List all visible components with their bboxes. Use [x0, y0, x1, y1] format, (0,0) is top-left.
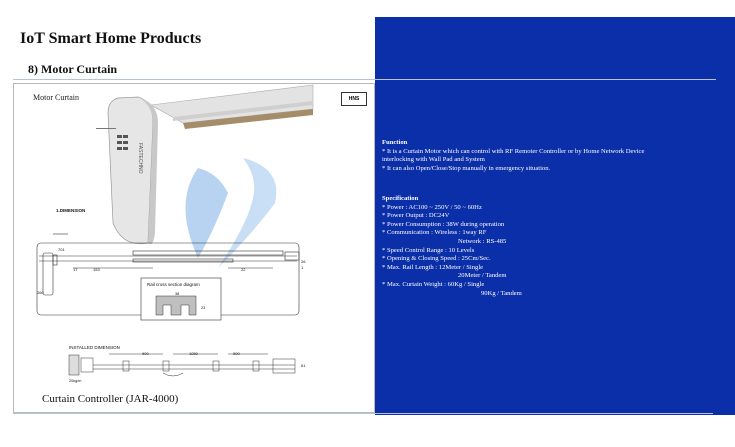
rail-title: Rail cross section diagram	[147, 282, 200, 287]
dim-26: 26	[301, 259, 306, 264]
spec-power-output: * Power Output : DC24V	[382, 212, 450, 220]
inst-900-a: 900	[142, 351, 149, 356]
brand-tag: HNS	[341, 92, 367, 106]
spec-rail-length-2: 20Meter / Tandem	[458, 272, 507, 280]
box-label: Motor Curtain	[33, 93, 79, 102]
function-line-1: * It is a Curtain Motor which can control with RF Remoter Controller or by Home Network Device	[382, 147, 645, 155]
spec-opening-speed: * Opening & Closing Speed : 25Cm/Sec.	[382, 255, 491, 263]
brand-label: FASTECHNO	[137, 143, 143, 174]
dim-701: 701	[58, 247, 65, 252]
specification-section	[382, 195, 712, 298]
wall-label: 20kg/m	[69, 379, 82, 383]
function-heading: Function	[382, 139, 408, 146]
dim-22: 22	[241, 267, 246, 272]
section1-label: 1.DIMENSION	[56, 208, 86, 213]
spec-power-consumption: * Power Consumption : 38W during operation	[382, 220, 505, 228]
blue-swoosh-logo	[186, 158, 277, 268]
inst-900-c: 900	[233, 351, 240, 356]
spec-curtain-weight: * Max. Curtain Weight : 60Kg / Single	[382, 280, 485, 288]
spec-heading: Specification	[382, 195, 419, 202]
curtain-motor	[96, 97, 158, 244]
divider-top	[13, 79, 716, 80]
section2-label: INSTALLED DIMENSION	[69, 345, 120, 350]
inst-61: 61	[301, 363, 306, 368]
spec-power: * Power : AC100 ~ 250V / 50 ~ 60Hz	[382, 203, 482, 211]
rail-width: 38	[175, 292, 180, 296]
product-drawing	[13, 83, 375, 413]
dim-1: 1	[301, 265, 304, 270]
rail-cross-section	[141, 278, 221, 320]
dim-260: 260	[37, 290, 44, 295]
installed-drawing	[69, 354, 295, 376]
spec-speed-control: * Speed Control Range : 10 Levels	[382, 246, 475, 254]
function-section	[382, 139, 712, 173]
spec-communication-2: Network : RS-485	[458, 237, 507, 245]
function-line-3: * It can also Open/Close/Stop manually in emergency situation.	[382, 164, 551, 172]
page-title: IoT Smart Home Products	[20, 30, 202, 47]
spec-rail-length: * Max. Rail Length : 12Meter / Single	[382, 263, 484, 271]
curtain-rail	[151, 85, 313, 129]
dim-153: 153	[93, 267, 100, 272]
spec-communication: * Communication : Wireless : 1way RF	[382, 229, 487, 237]
section-title: 8) Motor Curtain	[28, 62, 118, 76]
inst-1050: 1050	[189, 351, 198, 356]
dim-17: 17	[73, 267, 78, 272]
function-line-2: interlocking with Wall Pad and System	[382, 156, 485, 164]
product-caption: Curtain Controller (JAR-4000)	[42, 393, 179, 405]
divider-bottom	[13, 413, 713, 414]
rail-height: 23	[201, 306, 206, 310]
spec-curtain-weight-2: 90Kg / Tandem	[481, 289, 522, 297]
